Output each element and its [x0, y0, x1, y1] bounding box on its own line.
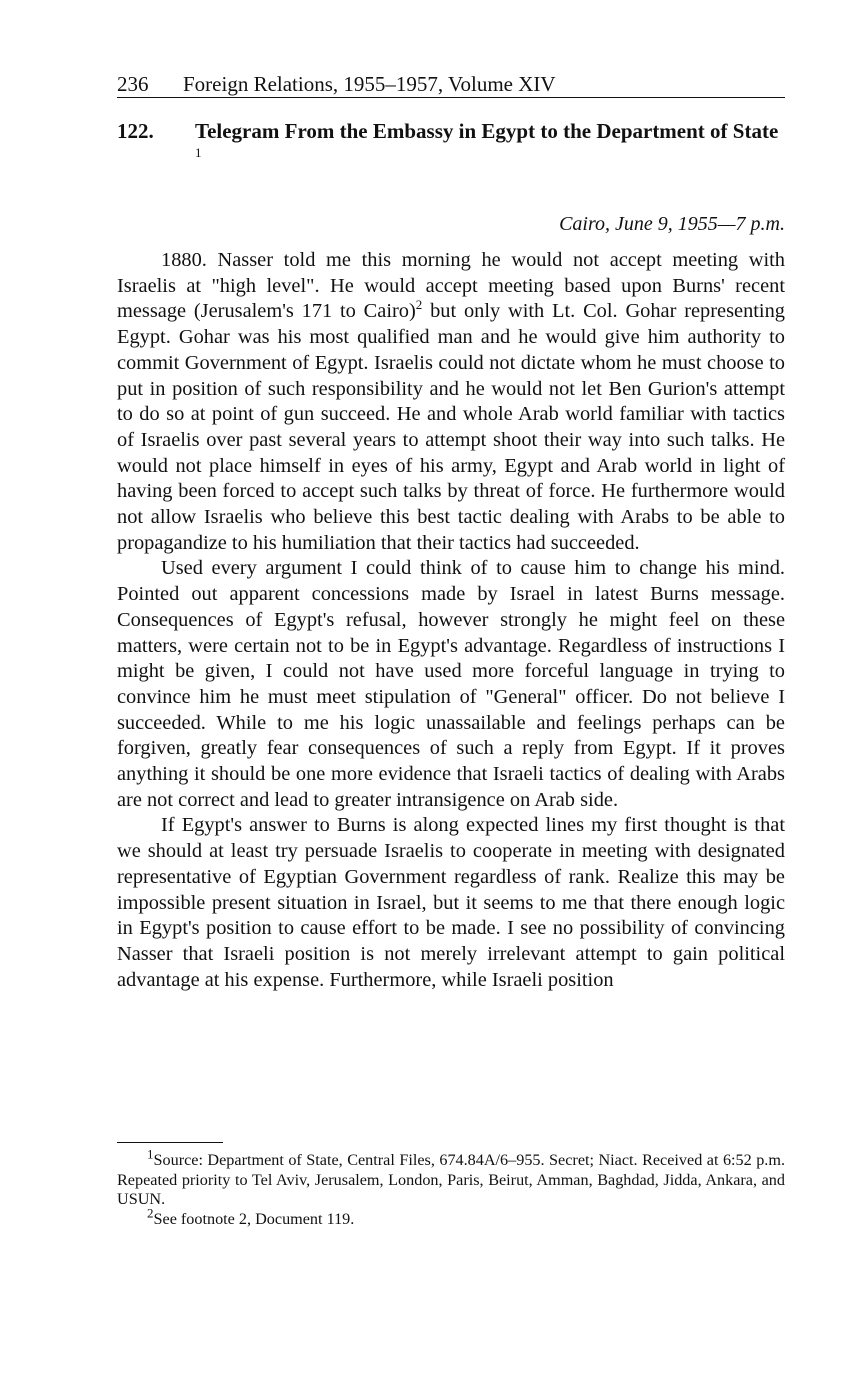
document-number: 122. — [117, 119, 154, 143]
paragraph-1-part-b: but only with Lt. Col. Gohar representing Egypt. Gohar was his most qualified man and he would give him authority to commit Government of Egypt. Israelis could not dictate whom he must choose to put in position of such responsibility and he would not let Ben Gurion's attempt to do so at point of gun succeed. He and whole Arab world familiar with tactics of Israelis over past several years to attempt shoot their way into such talks. He would not place himself in eyes of his army, Egypt and Arab world in light of having been forced to accept such talks by threat of force. He furthermore would not allow Israelis who believe this best tactic dealing with Arabs to be able to propagandize to his humiliation that their tactics had succeeded. — [117, 300, 785, 554]
document-heading — [117, 118, 785, 172]
paragraph-1-part-a: 1880. Nasser told me this morning he would not accept meeting with Israelis at "high level". He would accept meeting based upon Burns' recent message (Jerusalem's 171 to Cairo) — [117, 249, 785, 323]
footnote-2-text: See footnote 2, Document 119. — [153, 1209, 355, 1228]
footnote-2 — [117, 1205, 785, 1230]
document-title-text: Telegram From the Embassy in Egypt to the Department of State — [195, 119, 779, 143]
footnote-1-text: Source: Department of State, Central Files, 674.84A/6–955. Secret; Niact. Received at 6:52 p.m. Repeated priority to Tel Aviv, Jerusalem, London, Paris, Beirut, Amman, Baghdad, Jidda, Ankara, and USUN. — [117, 1151, 785, 1208]
footnotes — [117, 1146, 785, 1229]
dateline: Cairo, June 9, 1955—7 p.m. — [559, 213, 785, 235]
footnote-ref-2[interactable]: 2 — [415, 297, 423, 313]
footnote-2-mark: 2 — [147, 1205, 154, 1221]
publication-title: Foreign Relations, 1955–1957, Volume XIV — [183, 72, 556, 96]
paragraph-2: Used every argument I could think of to cause him to change his mind. Pointed out apparent concessions made by Israel in latest Burns message. Consequences of Egypt's refusal, however strongly he might feel on these matters, were certain not to be in Egypt's advantage. Regardless of instructions I might be given, I could not have used more forceful language in trying to convince him he must meet stipulation of "General" officer. Do not believe I succeeded. While to me his logic unassailable and feelings perhaps can be forgiven, greatly fear consequences of such a reply from Egypt. If it proves anything it should be one more evidence that Israeli tactics of dealing with Arabs are not correct and lead to greater intransigence on Arab side. — [117, 557, 785, 811]
document-title — [195, 118, 785, 172]
footnote-ref-1[interactable]: 1 — [195, 145, 202, 160]
footnote-1 — [117, 1146, 785, 1210]
running-head — [117, 72, 785, 98]
paragraph-1 — [117, 248, 785, 556]
telegram-body — [117, 248, 785, 993]
page-number: 236 — [117, 72, 149, 96]
footnote-1-mark: 1 — [147, 1146, 154, 1162]
paragraph-3: If Egypt's answer to Burns is along expected lines my first thought is that we should at least try persuade Israelis to cooperate in meeting with designated representative of Egyptian Government regardless of rank. Realize this may be impossible present situation in Israel, but it seems to me that there enough logic in Egypt's position to cause effort to be made. I see no possibility of convincing Nasser that Israeli position is not merely irrelevant attempt to gain political advantage at his expense. Furthermore, while Israeli position — [117, 814, 785, 991]
footnote-divider — [117, 1142, 223, 1143]
